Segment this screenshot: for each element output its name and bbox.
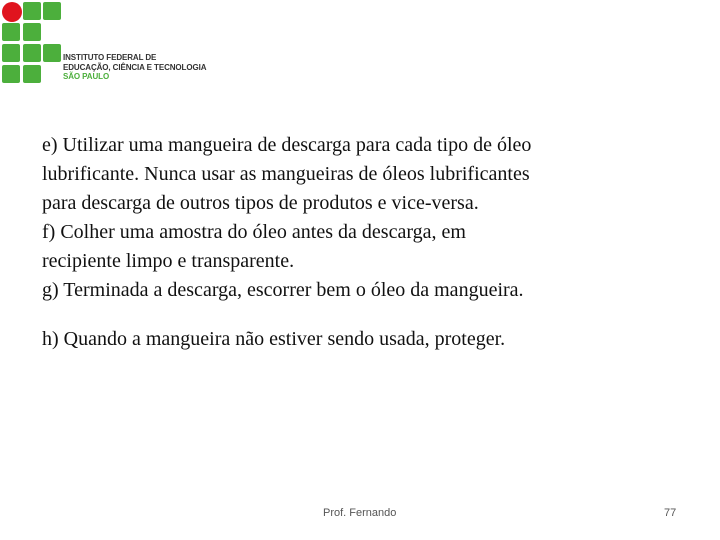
item-f [42, 218, 682, 276]
item-g [42, 276, 682, 305]
page-number: 77 [664, 507, 677, 519]
item-e [42, 131, 682, 218]
logo-line-2: EDUCAÇÃO, CIÊNCIA E TECNOLOGIA [63, 62, 207, 72]
text-line: g) Terminada a descarga, escorrer bem o óleo da mangueira. [42, 279, 524, 301]
item-h [42, 325, 682, 354]
text-line: lubrificante. Nunca usar as mangueiras de óleos lubrificantes [42, 163, 530, 185]
institute-logo [2, 2, 212, 84]
logo-square [23, 2, 41, 20]
logo-square [43, 2, 61, 20]
logo-square [2, 65, 20, 83]
text-line: para descarga de outros tipos de produtos e vice-versa. [42, 192, 479, 214]
logo-square [2, 44, 20, 62]
logo-square [23, 65, 41, 83]
text-line: f) Colher uma amostra do óleo antes da descarga, em [42, 221, 466, 243]
logo-grid-icon [2, 2, 64, 84]
logo-line-1: INSTITUTO FEDERAL DE [63, 53, 157, 62]
logo-red-circle [2, 2, 22, 22]
slide-body [42, 131, 682, 354]
logo-square [23, 44, 41, 62]
text-line: h) Quando a mangueira não estiver sendo usada, proteger. [42, 328, 506, 350]
logo-square [2, 23, 20, 41]
text-line: e) Utilizar uma mangueira de descarga para cada tipo de óleo [42, 134, 532, 156]
footer-author: Prof. Fernando [323, 507, 397, 519]
logo-square [43, 44, 61, 62]
logo-text [63, 53, 206, 82]
text-line: recipiente limpo e transparente. [42, 250, 295, 272]
logo-square [23, 23, 41, 41]
logo-line-3: SÃO PAULO [63, 72, 110, 81]
